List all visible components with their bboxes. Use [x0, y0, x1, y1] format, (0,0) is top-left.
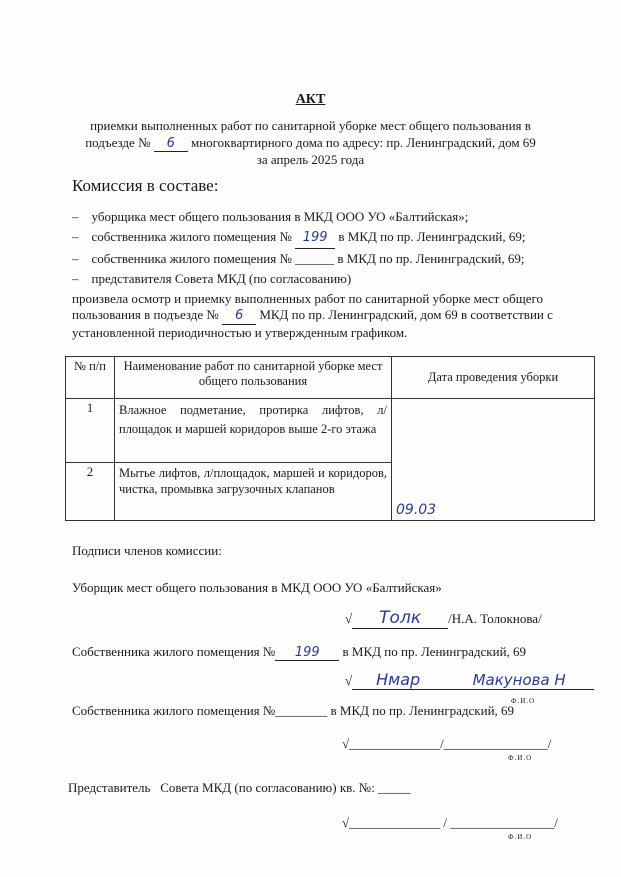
member-owner-2-blank: ______	[295, 251, 335, 266]
subtitle-line-3: за апрель 2025 года	[256, 152, 365, 167]
representative-signature-line: √______________ / ________________/	[342, 815, 558, 830]
member-owner-2-address: в МКД по пр. Ленинградский, 69;	[337, 251, 525, 266]
owner-1-line	[72, 644, 526, 661]
check-mark: √	[345, 673, 353, 688]
member-owner-1-address: в МКД по пр. Ленинградский, 69;	[338, 229, 526, 244]
header-number: № п/п	[66, 357, 115, 399]
member-item: – представителя Совета МКД (по согласованию)	[72, 271, 352, 286]
owner-1-address: в МКД по пр. Ленинградский, 69	[342, 644, 527, 659]
member-owner-2-label: собственника жилого помещения №	[91, 251, 292, 266]
fio-label: Ф.И.О	[511, 697, 536, 705]
owner-2-signature-line: √______________/________________/	[342, 736, 552, 751]
member-item: – уборщика мест общего пользования в МКД ООО УО «Балтийская»;	[72, 209, 469, 224]
paragraph-entrance-number: 6	[222, 308, 256, 325]
paragraph-line-2-suffix: МКД по пр. Ленинградский, дом 69 в соответствии с	[259, 307, 553, 322]
owner-2-line	[72, 703, 514, 719]
row-number: 1	[66, 399, 115, 463]
fio-label: Ф.И.О	[508, 754, 533, 762]
row-work: Мытье лифтов, л/площадок, маршей и коридоров, чистка, промывка загрузочных клапанов	[115, 463, 392, 521]
owner-1-label: Собственника жилого помещения №	[72, 644, 276, 659]
member-representative: представителя Совета МКД (по согласованию)	[91, 271, 352, 286]
table-row	[66, 399, 595, 463]
subtitle-prefix: подъезде №	[85, 135, 151, 150]
row-number: 2	[66, 463, 115, 521]
paragraph-line-3: установленной периодичностью и утвержденным графиком.	[72, 325, 408, 340]
date-cell	[392, 399, 595, 521]
paragraph-line-1: произвела осмотр и приемку выполненных работ по санитарной уборке мест общего	[72, 291, 544, 306]
date-value: 09.03	[396, 502, 437, 518]
commission-members	[72, 207, 526, 289]
owner-1-signature: Нмар	[352, 670, 444, 690]
check-mark: √	[345, 611, 353, 626]
inspection-paragraph	[72, 291, 612, 341]
cleaner-signature: Толк	[352, 608, 448, 629]
owner-2-address: в МКД по пр. Ленинградский, 69	[330, 703, 515, 718]
paragraph-line-2	[72, 307, 612, 325]
member-owner-1-label: собственника жилого помещения №	[91, 229, 292, 244]
owner-2-label: Собственника жилого помещения №________	[72, 703, 328, 718]
signatures-heading: Подписи членов комиссии:	[72, 543, 222, 558]
row-work: Влажное подметание, протирка лифтов, л/площадок и маршей коридоров выше 2-го этажа	[115, 399, 392, 463]
member-owner-1-number: 199	[295, 228, 335, 249]
cleaner-name: /Н.А. Толокнова/	[448, 611, 542, 626]
paragraph-line-2-prefix: пользования в подъезде №	[72, 307, 219, 322]
document-title: АКТ	[295, 92, 326, 107]
subtitle-line-1: приемки выполненных работ по санитарной уборке мест общего пользования в	[90, 118, 531, 133]
member-cleaner: уборщика мест общего пользования в МКД ООО УО «Балтийская»;	[91, 209, 469, 224]
fio-label: Ф.И.О	[508, 833, 533, 841]
cleaner-line: Уборщик мест общего пользования в МКД ООО УО «Балтийская»	[72, 580, 442, 595]
subtitle-line-2	[0, 135, 621, 152]
table-header-row	[66, 357, 595, 399]
cleaner-signature-line	[345, 608, 542, 629]
owner-1-name-handwritten: Макунова Н	[444, 671, 594, 690]
member-item: – собственника жилого помещения № 199 в МКД по пр. Ленинградский, 69;	[72, 227, 526, 249]
header-date: Дата проведения уборки	[392, 357, 595, 399]
owner-1-signature-line	[345, 670, 594, 690]
member-item: – собственника жилого помещения № ______ в МКД по пр. Ленинградский, 69;	[72, 251, 525, 266]
representative-line: Представитель Совета МКД (по согласованию) кв. №: _____	[68, 780, 411, 795]
owner-1-number: 199	[275, 645, 339, 661]
header-work: Наименование работ по санитарной уборке мест общего пользования	[115, 357, 392, 399]
commission-heading: Комиссия в составе:	[72, 176, 219, 195]
works-table	[65, 356, 595, 521]
entrance-number: 6	[154, 136, 188, 152]
subtitle-suffix: многоквартирного дома по адресу: пр. Ленинградский, дом 69	[190, 135, 536, 150]
